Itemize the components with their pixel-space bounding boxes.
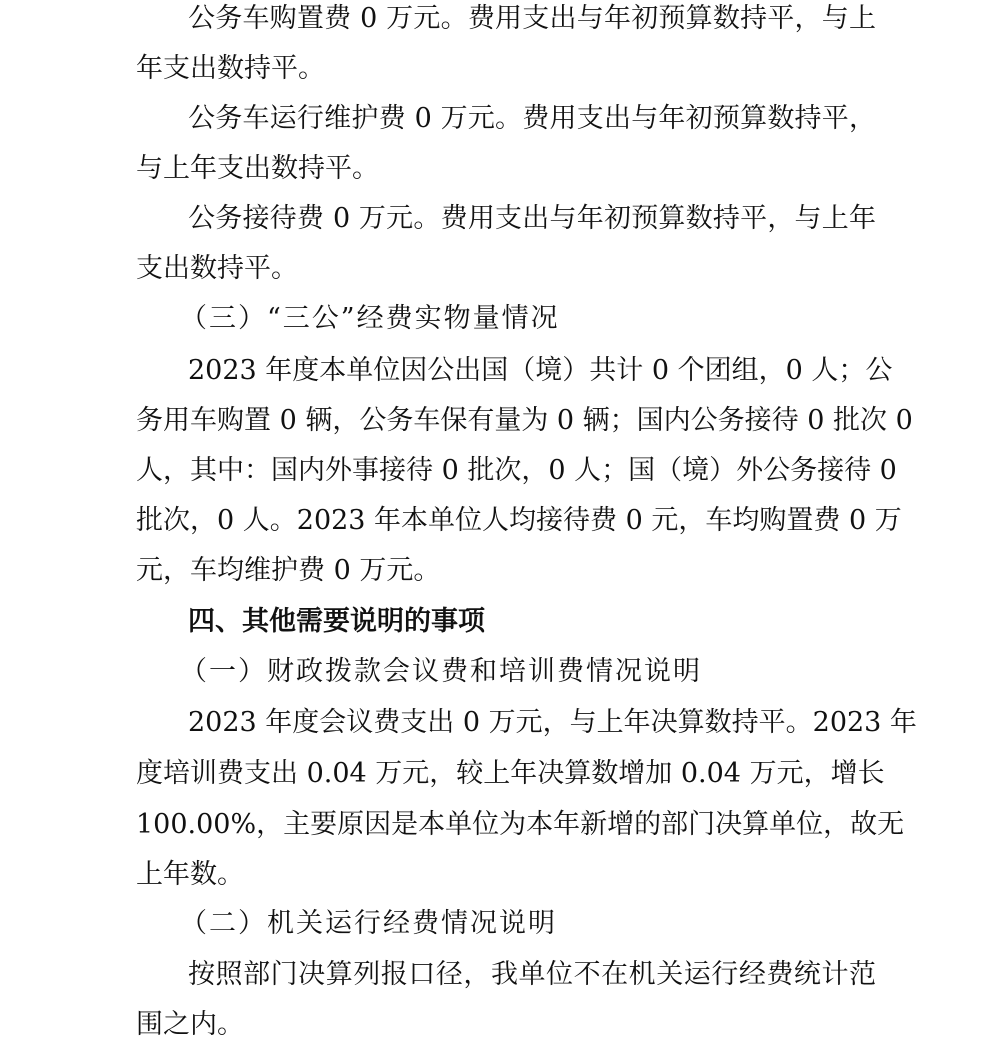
heading-text: （二）机关运行经费情况说明 [180,908,557,939]
reception-paragraph-cont [0,244,1000,294]
physical-quantity-paragraph [0,346,1000,396]
vehicle-purchase-paragraph [0,0,1000,44]
physical-quantity-paragraph-cont [0,446,1000,496]
vehicle-purchase-paragraph-cont [0,44,1000,94]
physical-quantity-paragraph-cont [0,496,1000,546]
sub-one-heading [0,647,1000,697]
physical-quantity-heading [0,294,1000,344]
physical-quantity-paragraph-cont [0,396,1000,446]
text-line: 务用车购置 0 辆，公务车保有量为 0 辆；国内公务接待 0 批次 0 [136,405,913,436]
heading-text: （一）财政拨款会议费和培训费情况说明 [180,656,702,687]
text-line: 元，车均维护费 0 万元。 [136,555,441,586]
text-line: 公务接待费 0 万元。费用支出与年初预算数持平，与上年 [188,203,876,234]
text-line: 度培训费支出 0.04 万元，较上年决算数增加 0.04 万元，增长 [136,758,885,789]
text-line: 100.00%，主要原因是本单位为本年新增的部门决算单位，故无 [136,809,905,840]
meeting-training-paragraph-cont [0,749,1000,799]
text-line: 按照部门决算列报口径，我单位不在机关运行经费统计范 [188,959,876,990]
reception-paragraph [0,194,1000,244]
meeting-training-paragraph-cont [0,850,1000,900]
text-line: 上年数。 [136,859,244,890]
text-line: 2023 年度本单位因公出国（境）共计 0 个团组，0 人；公 [188,355,893,386]
meeting-training-paragraph [0,698,1000,748]
vehicle-operation-paragraph [0,94,1000,144]
text-line: 年支出数持平。 [136,53,325,84]
vehicle-operation-paragraph-cont [0,144,1000,194]
text-line: 支出数持平。 [136,253,298,284]
text-line: 人，其中：国内外事接待 0 批次，0 人；国（境）外公务接待 0 [136,455,897,486]
meeting-training-paragraph-cont [0,800,1000,850]
section-four-heading [0,597,1000,647]
text-line: 公务车运行维护费 0 万元。费用支出与年初预算数持平， [188,103,876,134]
text-line: 批次，0 人。2023 年本单位人均接待费 0 元，车均购置费 0 万 [136,505,902,536]
heading-text: 四、其他需要说明的事项 [188,606,485,637]
heading-text: （三）“三公”经费实物量情况 [180,303,560,334]
text-line: 围之内。 [136,1009,244,1040]
operating-expense-paragraph [0,950,1000,1000]
text-line: 与上年支出数持平。 [136,153,379,184]
text-line: 2023 年度会议费支出 0 万元，与上年决算数持平。2023 年 [188,707,917,738]
text-line: 公务车购置费 0 万元。费用支出与年初预算数持平，与上 [188,3,876,34]
physical-quantity-paragraph-cont [0,546,1000,596]
sub-two-heading [0,899,1000,949]
